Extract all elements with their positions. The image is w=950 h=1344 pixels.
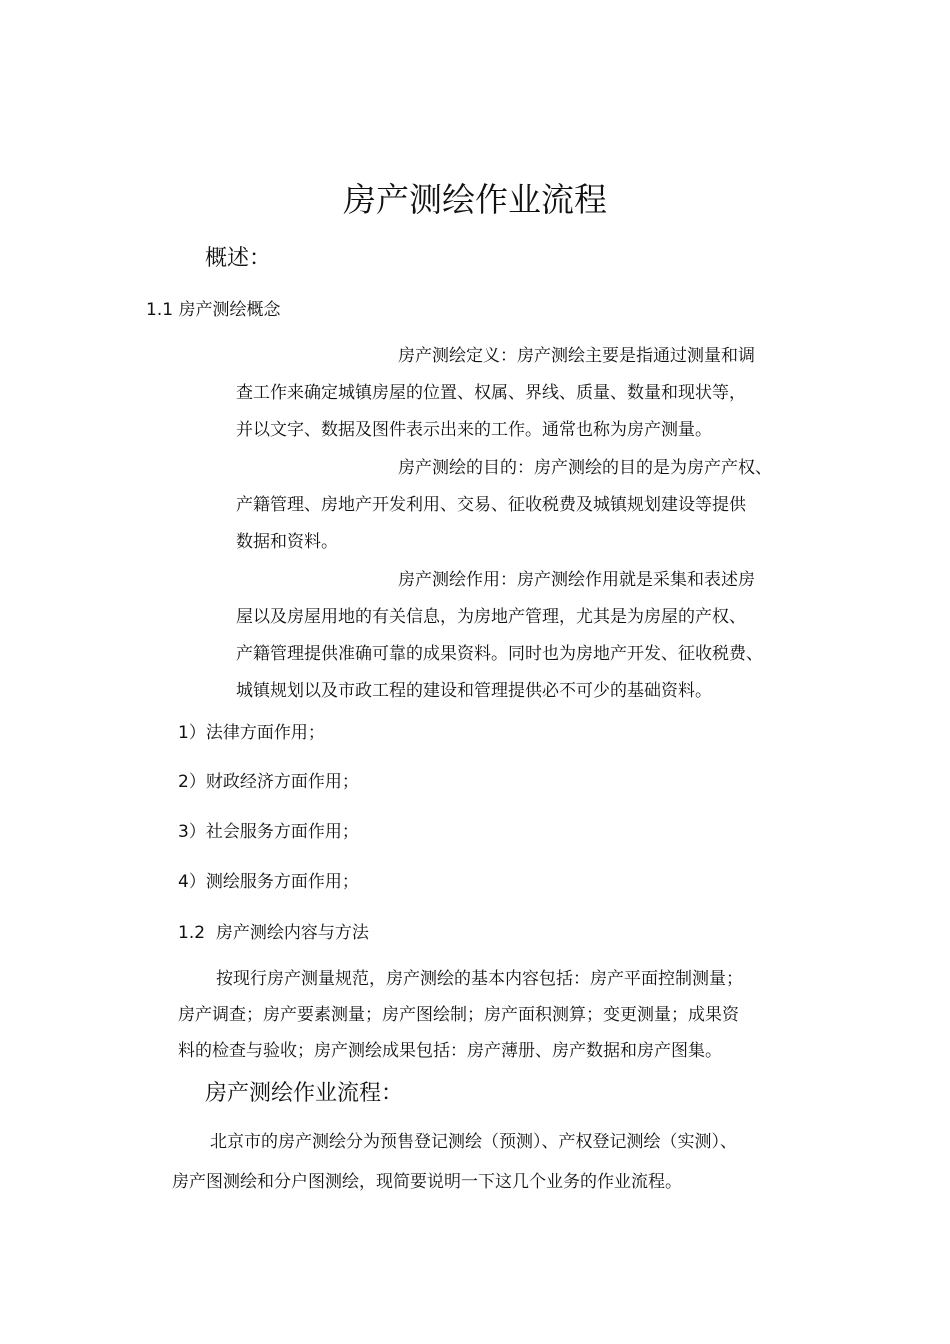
paragraph-line: 房产测绘定义：房产测绘主要是指通过测量和调 bbox=[398, 346, 755, 366]
section-number: 1.1 bbox=[146, 300, 174, 320]
section-title: 房产测绘概念 bbox=[178, 300, 281, 320]
paragraph-line: 城镇规划以及市政工程的建设和管理提供必不可少的基础资料。 bbox=[236, 681, 712, 701]
page-title: 房产测绘作业流程 bbox=[343, 180, 607, 219]
item-number: 4 bbox=[178, 872, 189, 892]
function-item-3 bbox=[178, 819, 359, 845]
function-paragraph bbox=[236, 562, 806, 710]
paragraph-line: 房产测绘的目的：房产测绘的目的是为房产产权、 bbox=[398, 458, 772, 478]
item-number: 1 bbox=[178, 723, 189, 743]
section-1-2-heading bbox=[178, 920, 369, 946]
paragraph-line: 产籍管理、房地产开发利用、交易、征收税费及城镇规划建设等提供 bbox=[236, 495, 746, 515]
purpose-paragraph bbox=[236, 450, 806, 561]
paragraph-line: 房产图测绘和分户图测绘，现简要说明一下这几个业务的作业流程。 bbox=[172, 1172, 682, 1192]
section-1-1-heading bbox=[146, 297, 280, 323]
paragraph-line: 数据和资料。 bbox=[236, 532, 338, 552]
section-number: 1.2 bbox=[178, 923, 206, 943]
item-text: ）财政经济方面作用； bbox=[188, 772, 359, 792]
paragraph-line: 房产调查；房产要素测量；房产图绘制；房产面积测算；变更测量；成果资 bbox=[178, 1005, 739, 1025]
content-method-paragraph bbox=[178, 961, 808, 1069]
function-item-2 bbox=[178, 769, 359, 795]
definition-paragraph bbox=[236, 338, 806, 449]
paragraph-line: 北京市的房产测绘分为预售登记测绘（预测）、产权登记测绘（实测）、 bbox=[210, 1132, 737, 1152]
item-text: ）社会服务方面作用； bbox=[188, 822, 359, 842]
paragraph-line: 查工作来确定城镇房屋的位置、权属、界线、质量、数量和现状等， bbox=[236, 383, 746, 403]
paragraph-line: 并以文字、数据及图件表示出来的工作。通常也称为房产测量。 bbox=[236, 420, 712, 440]
paragraph-line: 产籍管理提供准确可靠的成果资料。同时也为房地产开发、征收税费、 bbox=[236, 644, 763, 664]
item-number: 2 bbox=[178, 772, 189, 792]
overview-heading: 概述： bbox=[205, 246, 272, 271]
section-title: 房产测绘内容与方法 bbox=[215, 923, 369, 943]
paragraph-line: 料的检查与验收；房产测绘成果包括：房产薄册、房产数据和房产图集。 bbox=[178, 1041, 722, 1061]
function-item-1 bbox=[178, 720, 325, 746]
paragraph-line: 房产测绘作用：房产测绘作用就是采集和表述房 bbox=[398, 570, 755, 590]
item-text: ）法律方面作用； bbox=[188, 723, 325, 743]
item-text: ）测绘服务方面作用； bbox=[188, 872, 359, 892]
workflow-heading: 房产测绘作业流程： bbox=[205, 1081, 404, 1106]
paragraph-line: 按现行房产测量规范，房产测绘的基本内容包括：房产平面控制测量； bbox=[216, 969, 743, 989]
function-item-4 bbox=[178, 869, 359, 895]
paragraph-line: 屋以及房屋用地的有关信息，为房地产管理，尤其是为房屋的产权、 bbox=[236, 607, 746, 627]
workflow-intro-paragraph bbox=[172, 1122, 812, 1202]
item-number: 3 bbox=[178, 822, 189, 842]
